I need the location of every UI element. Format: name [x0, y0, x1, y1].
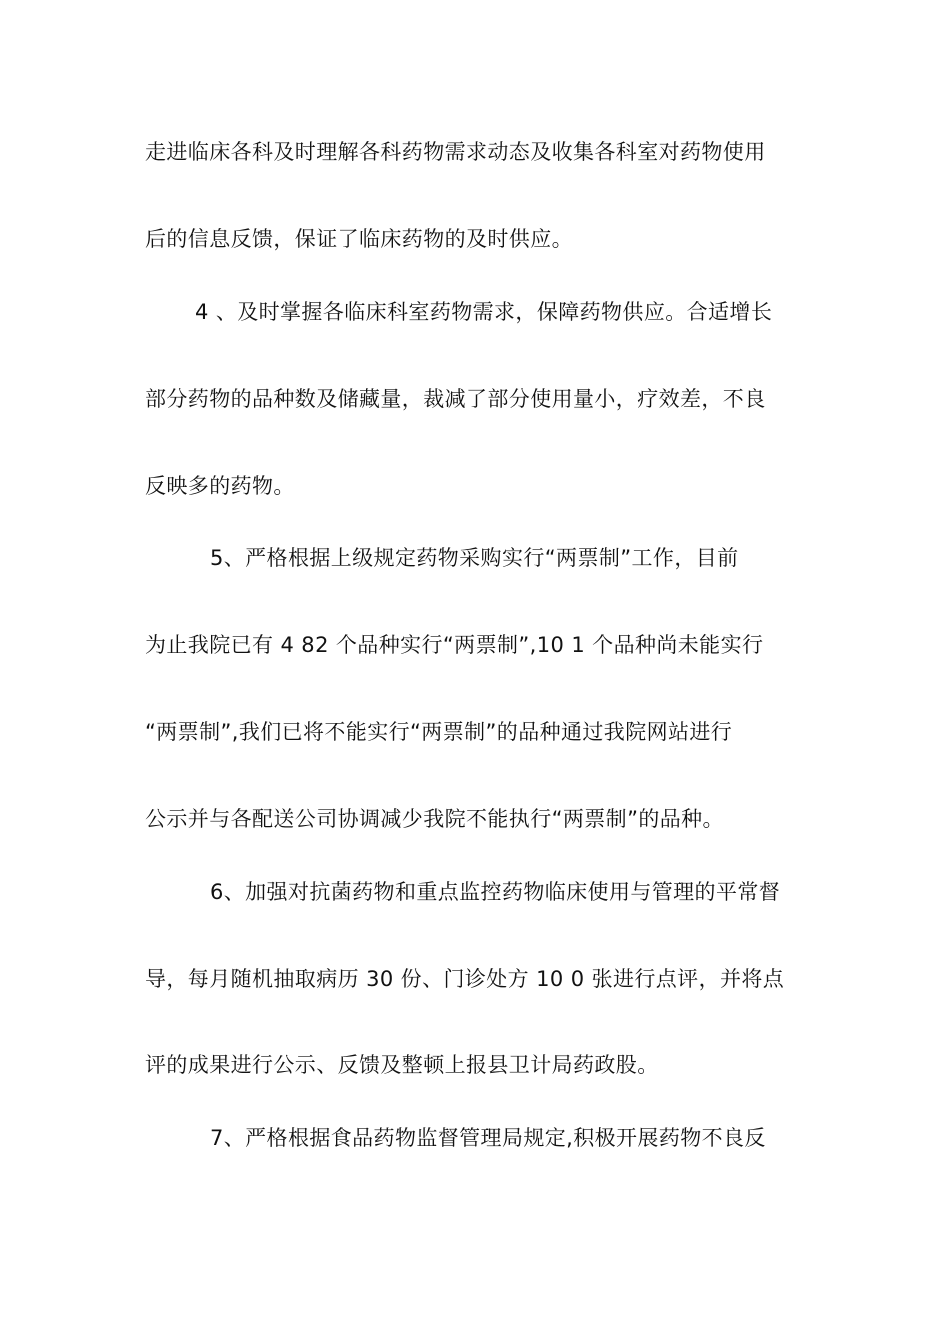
text-line: 公示并与各配送公司协调减少我院不能执行“两票制”的品种。	[145, 807, 724, 831]
text-line: 后的信息反馈，保证了临床药物的及时供应。	[145, 227, 573, 251]
text-line: 评的成果进行公示、反馈及整顿上报县卫计局药政股。	[145, 1053, 659, 1077]
text-line: “两票制”,我们已将不能实行“两票制”的品种通过我院网站进行	[145, 720, 733, 744]
text-line: 为止我院已有 4 82 个品种实行“两票制”,10 1 个品种尚未能实行	[145, 633, 764, 657]
text-line: 导，每月随机抽取病历 30 份、门诊处方 10 0 张进行点评，并将点	[145, 967, 785, 991]
text-line: 反映多的药物。	[145, 474, 295, 498]
text-line: 部分药物的品种数及储藏量，裁减了部分使用量小，疗效差，不良	[145, 387, 766, 411]
text-line: 走进临床各科及时理解各科药物需求动态及收集各科室对药物使用	[145, 140, 766, 164]
paragraph-item-6: 6、加强对抗菌药物和重点监控药物临床使用与管理的平常督	[210, 880, 781, 904]
paragraph-item-4: 4 、及时掌握各临床科室药物需求，保障药物供应。合适增长	[195, 300, 773, 324]
paragraph-item-7: 7、严格根据食品药物监督管理局规定,积极开展药物不良反	[210, 1126, 766, 1150]
paragraph-item-5: 5、严格根据上级规定药物采购实行“两票制”工作，目前	[210, 546, 739, 570]
